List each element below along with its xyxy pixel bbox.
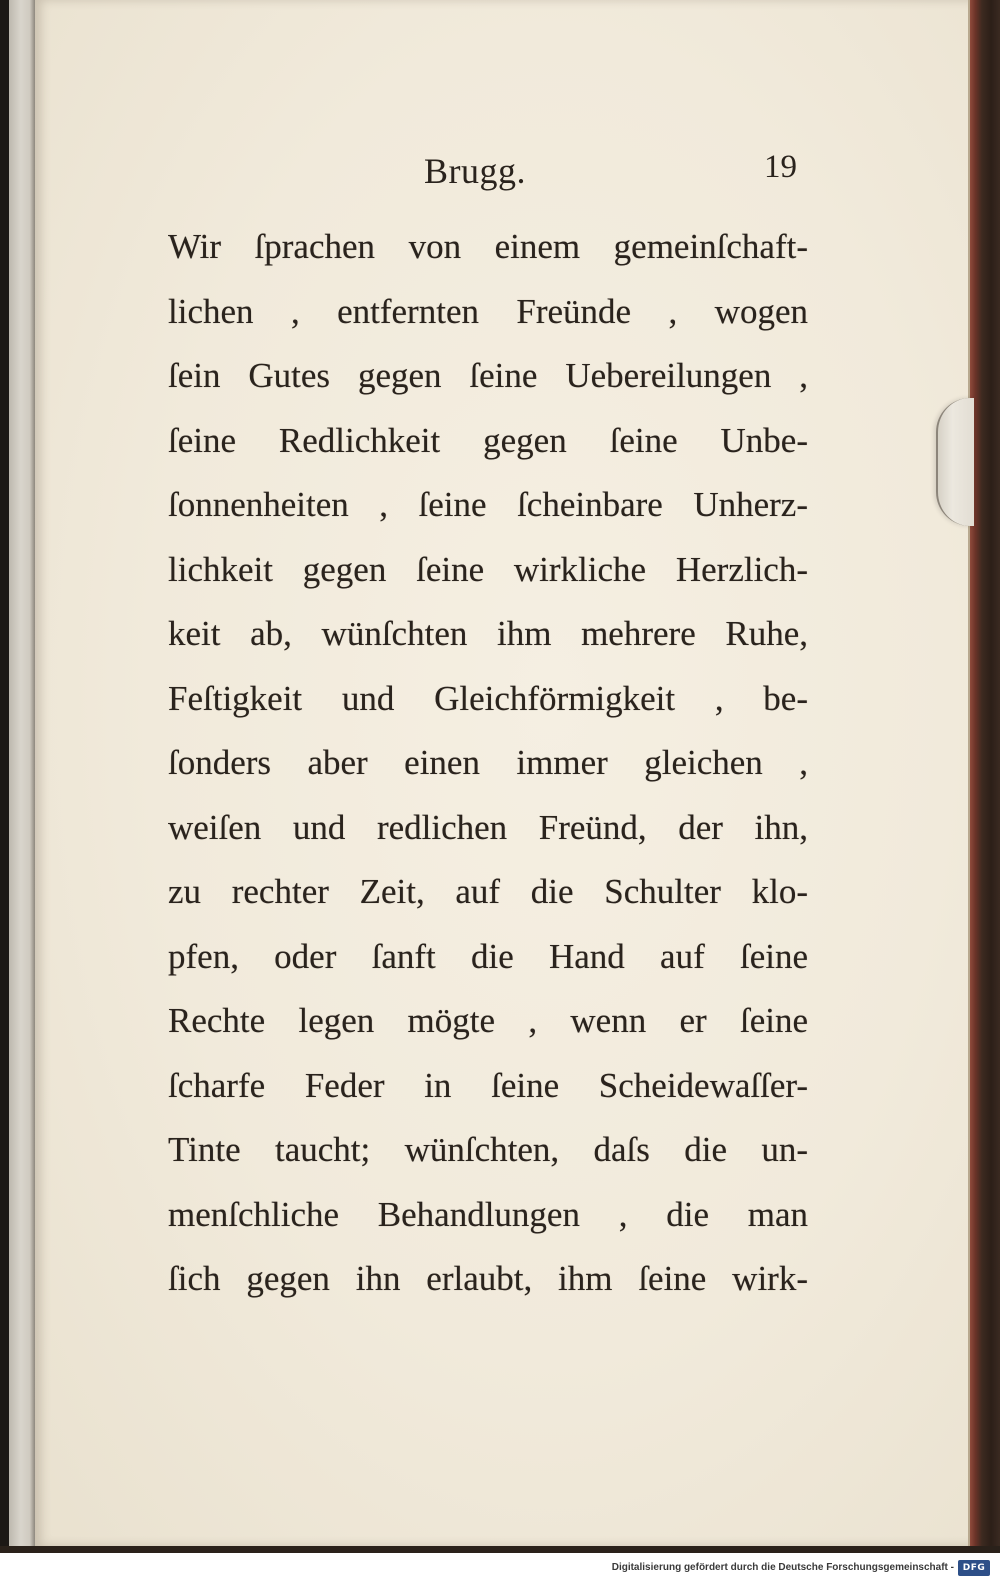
text-line: ſonders aber einen immer gleichen , xyxy=(168,743,808,782)
text-line: lichkeit gegen ſeine wirkliche Herzlich- xyxy=(168,549,808,589)
text-line: menſchliche Behandlungen , die man xyxy=(168,1194,808,1234)
body-text xyxy=(168,215,808,1312)
text-line: ſcharfe Feder in ſeine Scheidewaſſer- xyxy=(168,1065,808,1105)
page-number: 19 xyxy=(764,149,797,185)
text-line: zu rechter Zeit, auf die Schulter klo- xyxy=(168,872,808,911)
text-line: ſein Gutes gegen ſeine Uebereilungen , xyxy=(168,356,808,395)
text-line: lichen , entfernten Freünde , wogen xyxy=(168,291,808,331)
paper-tab xyxy=(936,398,974,526)
binding-gutter xyxy=(0,0,9,1553)
text-line: Wir ſprachen von einem gemeinſchaft- xyxy=(168,227,808,266)
text-line: weiſen und redlichen Freünd, der ihn, xyxy=(168,807,808,847)
digitization-footer xyxy=(0,1553,1000,1583)
running-head: Brugg. xyxy=(424,151,526,191)
funding-credit: Digitalisierung gefördert durch die Deutsche Forschungsgemeinschaft - xyxy=(611,1562,954,1573)
text-line: Rechte legen mögte , wenn er ſeine xyxy=(168,1001,808,1040)
text-line: ſonnenheiten , ſeine ſcheinbare Unherz- xyxy=(168,485,808,524)
text-line: Feſtigkeit und Gleichförmigkeit , be- xyxy=(168,678,808,718)
text-line: pfen, oder ſanft die Hand auf ſeine xyxy=(168,936,808,976)
page-bottom-edge xyxy=(0,1546,1000,1553)
facing-page-edge xyxy=(9,0,35,1553)
text-line: keit ab, wünſchten ihm mehrere Ruhe, xyxy=(168,614,808,653)
text-line: Tinte taucht; wünſchten, daſs die un- xyxy=(168,1130,808,1169)
book-cover-edge xyxy=(970,0,1000,1553)
text-line: ſich gegen ihn erlaubt, ihm ſeine wirk- xyxy=(168,1259,808,1298)
text-line: ſeine Redlichkeit gegen ſeine Unbe- xyxy=(168,420,808,460)
dfg-logo-icon: DFG xyxy=(958,1560,990,1576)
